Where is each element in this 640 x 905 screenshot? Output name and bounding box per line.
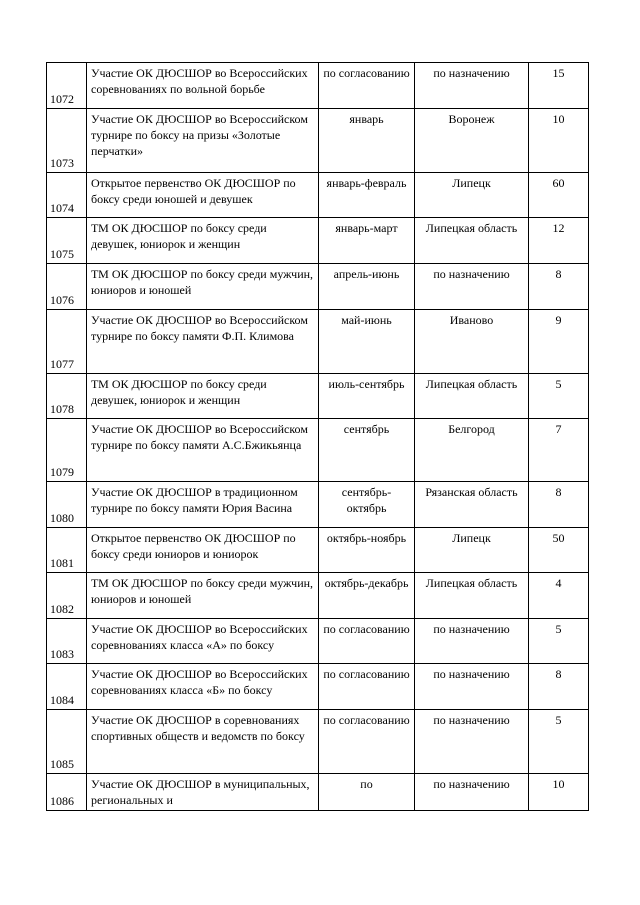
row-number: 1079 <box>47 419 87 482</box>
table-row <box>47 419 589 482</box>
event-location: Липецк <box>415 528 529 573</box>
event-dates: май-июнь <box>319 310 415 374</box>
event-dates: январь-март <box>319 218 415 264</box>
event-location: по назначению <box>415 774 529 811</box>
table-row <box>47 63 589 109</box>
table-row <box>47 374 589 419</box>
row-number: 1085 <box>47 710 87 774</box>
row-number: 1073 <box>47 109 87 173</box>
event-description: Участие ОК ДЮСШОР во Всероссийских соревнованиях класса «Б» по боксу <box>87 664 319 710</box>
event-dates: по согласованию <box>319 664 415 710</box>
event-dates: сентябрь-октябрь <box>319 482 415 528</box>
event-location: Липецкая область <box>415 374 529 419</box>
event-dates: январь <box>319 109 415 173</box>
participant-count: 10 <box>529 109 589 173</box>
row-number: 1086 <box>47 774 87 811</box>
table-row <box>47 109 589 173</box>
event-description: Открытое первенство ОК ДЮСШОР по боксу среди юниоров и юниорок <box>87 528 319 573</box>
participant-count: 10 <box>529 774 589 811</box>
row-number: 1072 <box>47 63 87 109</box>
row-number: 1080 <box>47 482 87 528</box>
participant-count: 50 <box>529 528 589 573</box>
row-number: 1078 <box>47 374 87 419</box>
table-row <box>47 573 589 619</box>
event-location: Воронеж <box>415 109 529 173</box>
event-dates: сентябрь <box>319 419 415 482</box>
participant-count: 8 <box>529 264 589 310</box>
participant-count: 9 <box>529 310 589 374</box>
row-number: 1077 <box>47 310 87 374</box>
event-description: Открытое первенство ОК ДЮСШОР по боксу среди юношей и девушек <box>87 173 319 218</box>
row-number: 1081 <box>47 528 87 573</box>
table-row <box>47 310 589 374</box>
event-location: по назначению <box>415 664 529 710</box>
row-number: 1074 <box>47 173 87 218</box>
event-dates: июль-сентябрь <box>319 374 415 419</box>
row-number: 1076 <box>47 264 87 310</box>
event-description: Участие ОК ДЮСШОР в муниципальных, региональных и <box>87 774 319 811</box>
event-dates: по согласованию <box>319 63 415 109</box>
participant-count: 8 <box>529 664 589 710</box>
participant-count: 15 <box>529 63 589 109</box>
event-location: по назначению <box>415 63 529 109</box>
row-number: 1083 <box>47 619 87 664</box>
table-row <box>47 482 589 528</box>
event-dates: октябрь-декабрь <box>319 573 415 619</box>
table-row <box>47 528 589 573</box>
event-location: по назначению <box>415 619 529 664</box>
event-description: Участие ОК ДЮСШОР в соревнованиях спортивных обществ и ведомств по боксу <box>87 710 319 774</box>
event-location: по назначению <box>415 264 529 310</box>
event-dates: январь-февраль <box>319 173 415 218</box>
event-location: Липецк <box>415 173 529 218</box>
event-description: ТМ ОК ДЮСШОР по боксу среди девушек, юниорок и женщин <box>87 218 319 264</box>
event-description: ТМ ОК ДЮСШОР по боксу среди мужчин, юниоров и юношей <box>87 264 319 310</box>
table-row <box>47 264 589 310</box>
event-description: Участие ОК ДЮСШОР во Всероссийском турнире по боксу памяти А.С.Бжикьянца <box>87 419 319 482</box>
events-table <box>46 62 589 811</box>
participant-count: 5 <box>529 619 589 664</box>
event-dates: по согласованию <box>319 619 415 664</box>
event-location: по назначению <box>415 710 529 774</box>
event-location: Иваново <box>415 310 529 374</box>
table-row <box>47 710 589 774</box>
event-location: Липецкая область <box>415 218 529 264</box>
table-row <box>47 173 589 218</box>
row-number: 1082 <box>47 573 87 619</box>
event-dates: апрель-июнь <box>319 264 415 310</box>
event-description: Участие ОК ДЮСШОР во Всероссийском турнире по боксу памяти Ф.П. Климова <box>87 310 319 374</box>
participant-count: 12 <box>529 218 589 264</box>
event-description: Участие ОК ДЮСШОР во Всероссийском турнире по боксу на призы «Золотые перчатки» <box>87 109 319 173</box>
table-row <box>47 619 589 664</box>
event-dates: по согласованию <box>319 710 415 774</box>
event-description: ТМ ОК ДЮСШОР по боксу среди мужчин, юниоров и юношей <box>87 573 319 619</box>
participant-count: 4 <box>529 573 589 619</box>
table-row <box>47 664 589 710</box>
event-description: Участие ОК ДЮСШОР во Всероссийских соревнованиях по вольной борьбе <box>87 63 319 109</box>
participant-count: 60 <box>529 173 589 218</box>
event-description: Участие ОК ДЮСШОР во Всероссийских соревнованиях класса «А» по боксу <box>87 619 319 664</box>
row-number: 1084 <box>47 664 87 710</box>
table-row <box>47 218 589 264</box>
event-location: Белгород <box>415 419 529 482</box>
event-description: Участие ОК ДЮСШОР в традиционном турнире по боксу памяти Юрия Васина <box>87 482 319 528</box>
participant-count: 8 <box>529 482 589 528</box>
event-dates: октябрь-ноябрь <box>319 528 415 573</box>
participant-count: 7 <box>529 419 589 482</box>
table-row <box>47 774 589 811</box>
row-number: 1075 <box>47 218 87 264</box>
event-location: Рязанская область <box>415 482 529 528</box>
event-description: ТМ ОК ДЮСШОР по боксу среди девушек, юниорок и женщин <box>87 374 319 419</box>
participant-count: 5 <box>529 374 589 419</box>
participant-count: 5 <box>529 710 589 774</box>
event-location: Липецкая область <box>415 573 529 619</box>
event-dates: по <box>319 774 415 811</box>
